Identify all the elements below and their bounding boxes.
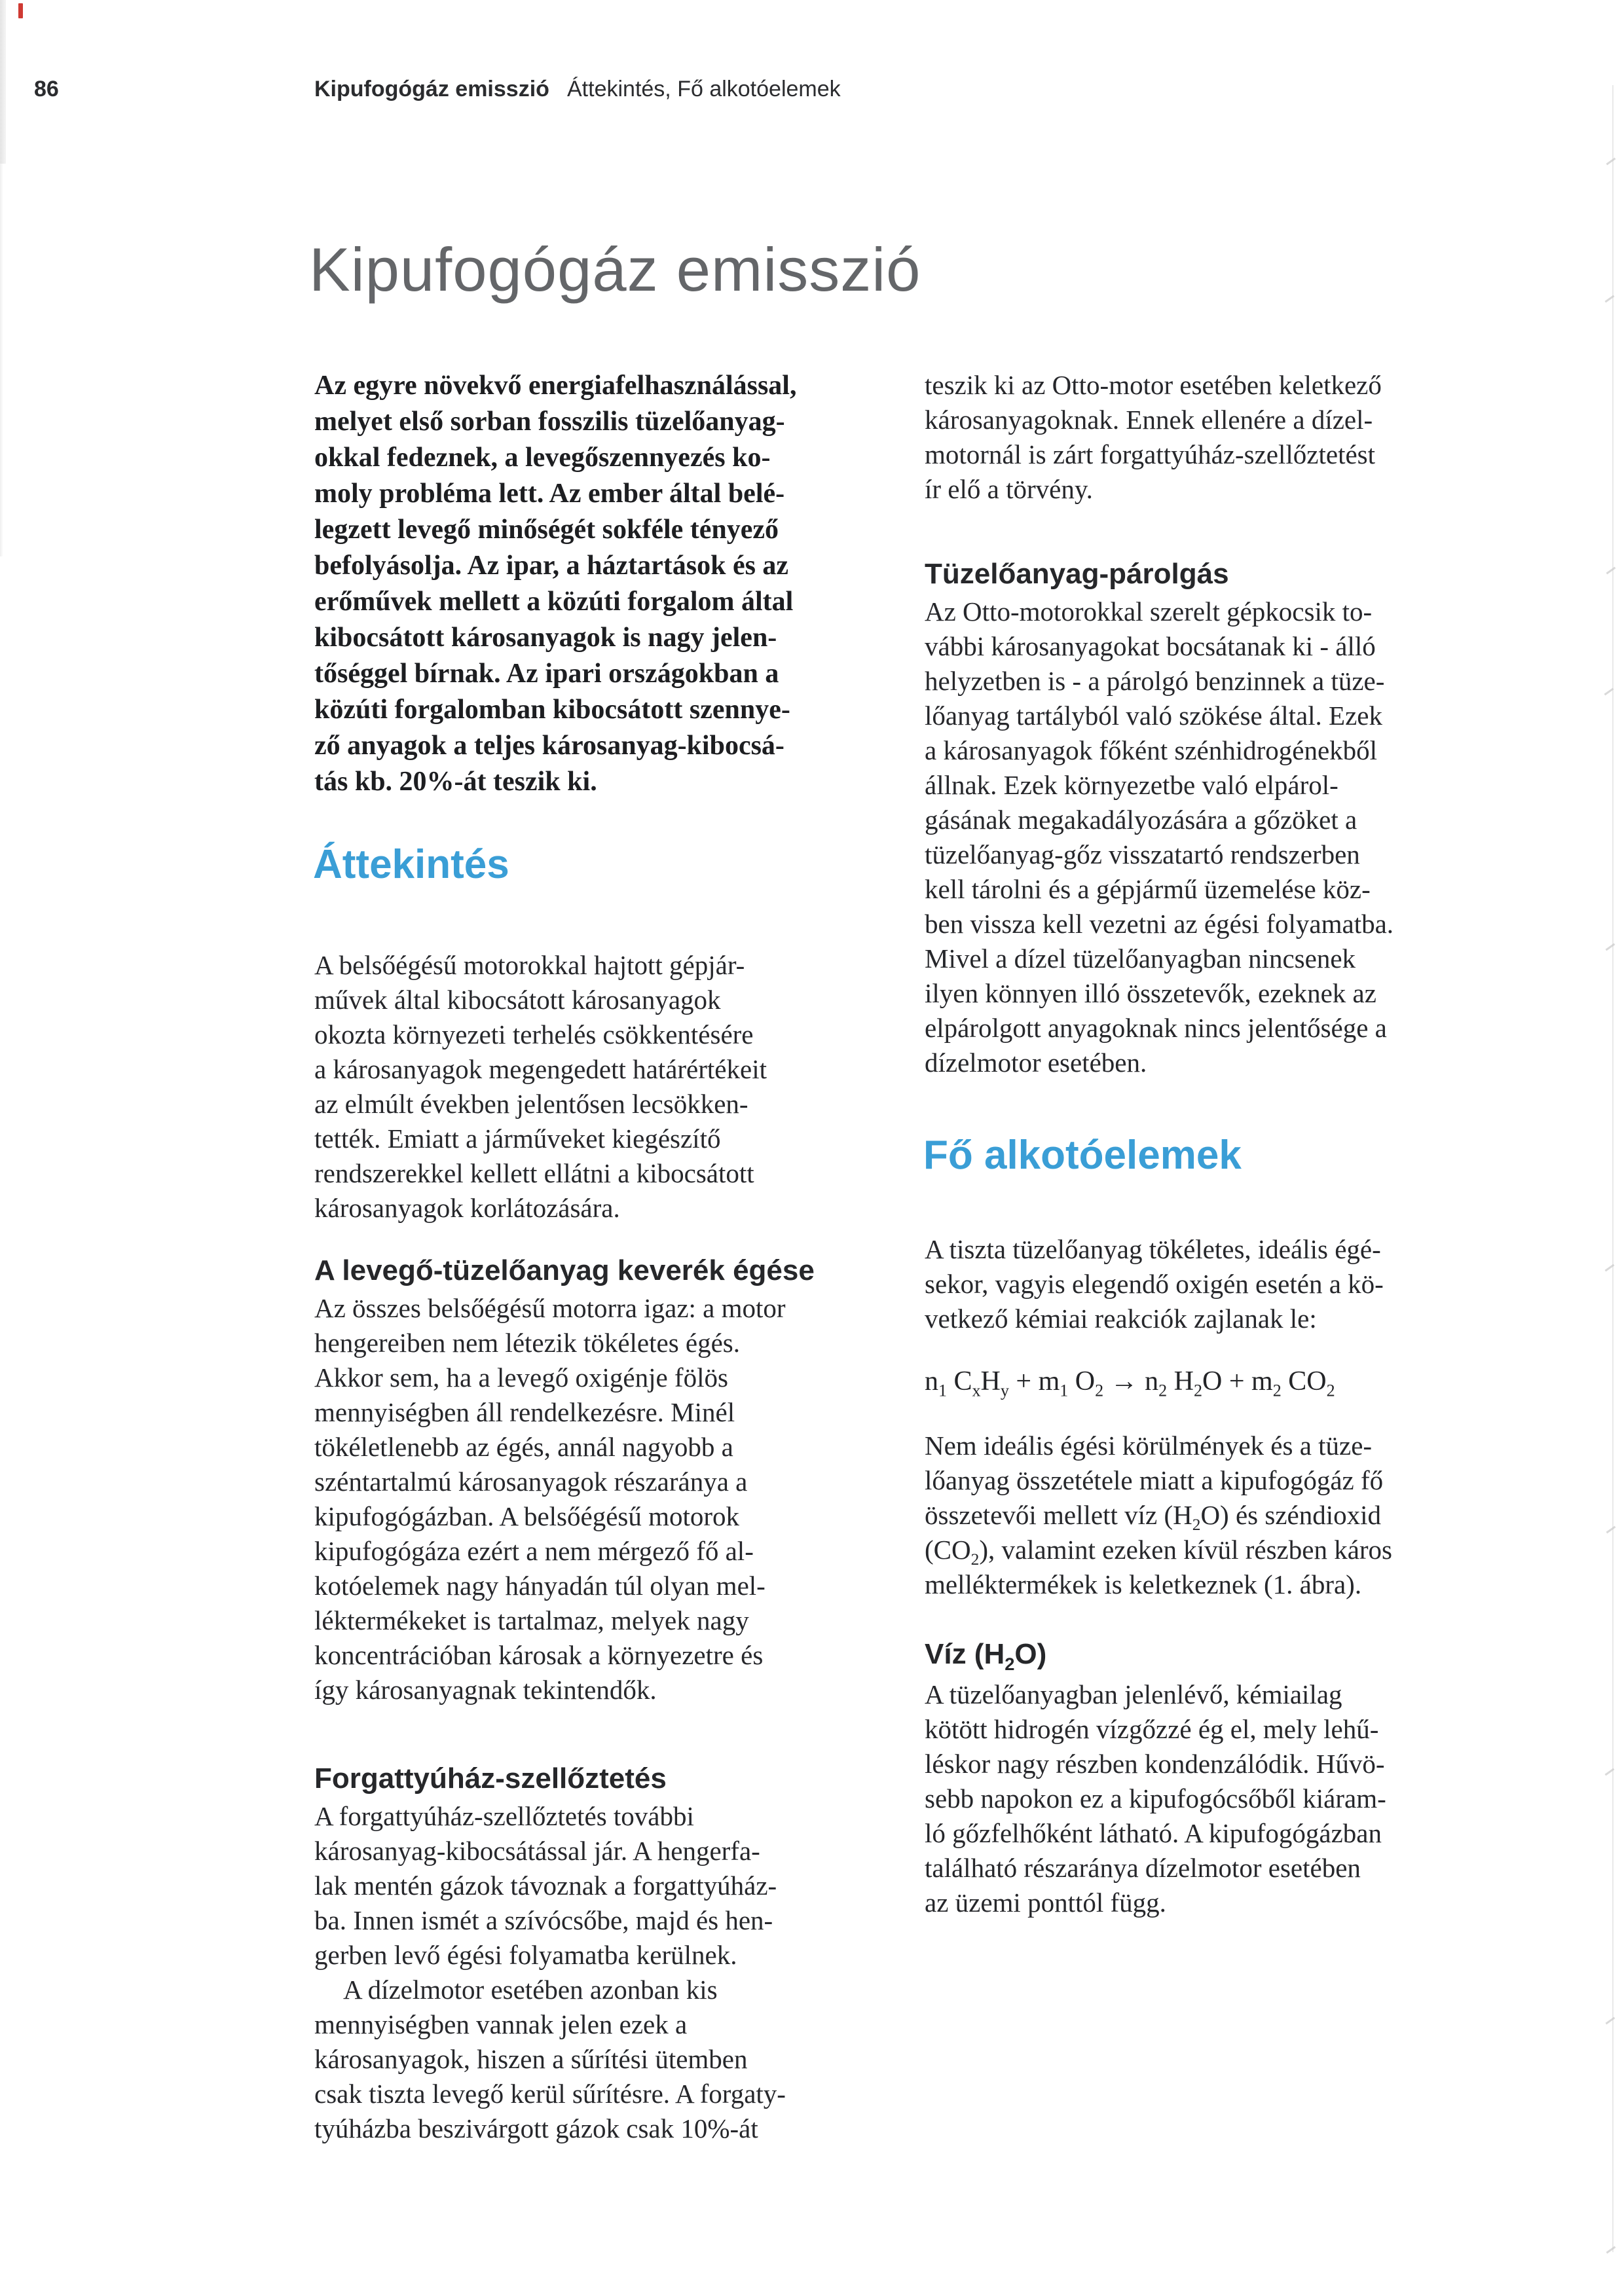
scan-left-edge-shadow bbox=[0, 0, 6, 164]
scan-tick-artifact bbox=[1606, 2246, 1616, 2254]
combustion-formula: $n_1$ $C_xH_y + m_1$ $O_2 \to n_2$ $H_2O + m_2$ $CO_2$ bbox=[925, 1366, 1335, 1400]
header-section-list: Áttekintés, Fő alkotóelemek bbox=[567, 77, 841, 101]
header-book-title: Kipufogógáz emisszió bbox=[314, 77, 549, 101]
scan-tick-artifact bbox=[1606, 567, 1616, 575]
overview-heading: Áttekintés bbox=[313, 842, 509, 887]
red-corner-mark bbox=[18, 3, 23, 18]
water-paragraph: A tüzelőanyagban jelenlévő, kémiailag kötött hidrogén vízgőzzé ég el, mely lehű- léskor nagy részben kondenzálódik. Hűvö- sebb napokon ez a kipufogócsőből kiáram- ló gőzfelhőként látható. A kipufogógázban található részaránya dízelmotor esetében az üzemi ponttól függ. bbox=[925, 1679, 1386, 1918]
chapter-title: Kipufogógáz emisszió bbox=[309, 235, 921, 304]
water-heading: Víz $(H_2O)$ bbox=[925, 1638, 1047, 1674]
main-components-paragraph-1: A tiszta tüzelőanyag tökéletes, ideális égé- sekor, vagyis elegendő oxigén esetén a kö- vetkező kémiai reakciók zajlanak le: bbox=[925, 1234, 1384, 1334]
crankcase-ventilation-paragraph-1: A forgattyúház-szellőztetés további károsanyag-kibocsátással jár. A hengerfa- lak mentén gázok távoznak a forgattyúház- ba. Innen ismét a szívócsőbe, majd és hen- gerben levő égési folyamatba kerülnek. bbox=[314, 1801, 777, 1970]
crankcase-ventilation-paragraph-2: A dízelmotor esetében azonban kis mennyiségben vannak jelen ezek a károsanyagok, hiszen a sűrítési ütemben csak tiszta levegő kerül sűrítésre. A forgaty- tyúházba beszivárgott gázok csak 10%-át bbox=[314, 1975, 786, 2143]
main-components-heading: Fő alkotóelemek bbox=[923, 1133, 1242, 1178]
mixture-combustion-paragraph: Az összes belsőégésű motorra igaz: a motor hengereiben nem létezik tökéletes égés. Akkor sem, ha a levegő oxigénje fölös mennyiségben áll rendelkezésre. Minél tökéletlenebb az égés, annál nagyobb a széntartalmú károsanyagok részaránya a kipufogógázban. A belsőégésű motorok kipufogógáza ezért a nem mérgező fő al- kotóelemek nagy hányadán túl olyan mel- léktermékeket is tartalmaz, melyek nagy koncentrációban károsak a környezetre és így károsanyagnak tekintendők. bbox=[314, 1293, 786, 1705]
scan-tick-artifact bbox=[1606, 943, 1615, 951]
carryover-paragraph: teszik ki az Otto-motor esetében keletkező károsanyagoknak. Ennek ellenére a dízel- motornál is zárt forgattyúház-szellőztetést ír elő a törvény. bbox=[925, 370, 1382, 504]
left-intro-paragraph: Az egyre növekvő energiafelhasználással, melyet első sorban fosszilis tüzelőanyag- okkal fedeznek, a levegőszennyezés ko- moly probléma lett. Az ember által belé- legzett levegő minőségét sokféle tényező befolyásolja. Az ipar, a háztartások és az erőművek mellett a közúti forgalom által kibocsátott károsanyagok is nagy jelen- tőséggel bírnak. Az ipari országokban a közúti forgalomban kibocsátott szennye- ző anyagok a teljes károsanyag-kibocsá- tás kb. 20%-át teszik ki. bbox=[314, 371, 797, 797]
fuel-evaporation-paragraph: Az Otto-motorokkal szerelt gépkocsik to- vábbi károsanyagokat bocsátanak ki - álló helyzetben is - a párolgó benzinnek a tüze- lőanyag tartályból való szökése által. Ezek a károsanyagok főként szénhidrogénekből állnak. Ezek környezetbe való elpárol- gásának megakadályozására a gőzöket a tüzelőanyag-gőz visszatartó rendszerben kell tárolni és a gépjármű üzemelése köz- ben vissza kell vezetni az égési folyamatba. Mivel a dízel tüzelőanyagban nincsenek ilyen könnyen illó összetevők, ezeknek az elpárolgott anyagoknak nincs jelentősége a dízelmotor esetében. bbox=[925, 596, 1394, 1078]
main-components-paragraph-2: Nem ideális égési körülmények és a tüze- lőanyag összetétele miatt a kipufogógáz fő összetevői mellett víz $(H_2O)$ és széndioxid $(CO_2)$, valamint ezeken kívül részben káros melléktermékek is keletkeznek (1. ábra). bbox=[925, 1430, 1393, 1599]
scan-left-edge-shadow-lower bbox=[0, 164, 3, 556]
crankcase-ventilation-heading: Forgattyúház-szellőztetés bbox=[314, 1762, 667, 1795]
scan-tick-artifact bbox=[1606, 158, 1616, 166]
scan-right-edge-line bbox=[1612, 85, 1614, 2252]
page-number: 86 bbox=[34, 77, 59, 101]
fuel-evaporation-heading: Tüzelőanyag-párolgás bbox=[925, 558, 1229, 590]
scan-tick-artifact bbox=[1606, 1526, 1616, 1534]
mixture-combustion-heading: A levegő-tüzelőanyag keverék égése bbox=[314, 1254, 815, 1286]
scan-tick-artifact bbox=[1606, 2017, 1615, 2025]
overview-paragraph: A belsőégésű motorokkal hajtott gépjár- művek által kibocsátott károsanyagok okozta környezeti terhelés csökkentésére a károsanyagok megengedett határértékeit az elmúlt években jelentősen lecsökken- tették. Emiatt a járműveket kiegészítő rendszerekkel kellett ellátni a kibocsátott károsanyagok korlátozására. bbox=[314, 950, 767, 1223]
